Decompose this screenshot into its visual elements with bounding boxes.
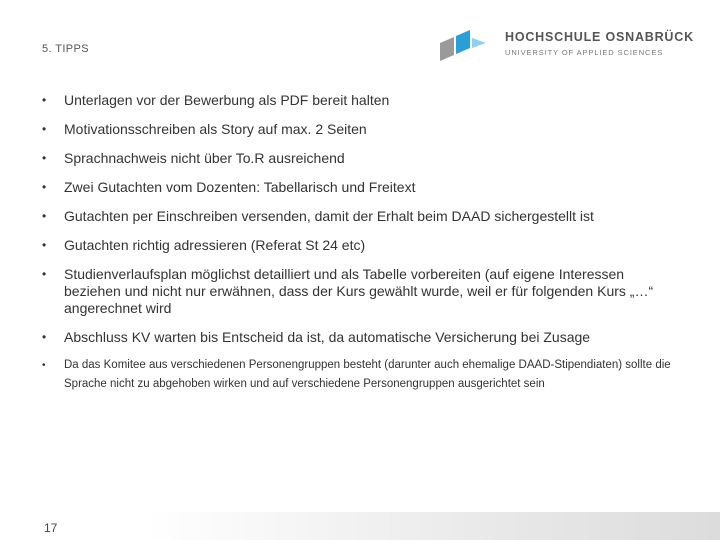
list-item xyxy=(42,266,682,317)
bullet-icon: • xyxy=(42,330,47,344)
bullet-icon: • xyxy=(42,238,47,252)
bullet-icon: • xyxy=(42,209,47,223)
list-item-text: Abschluss KV warten bis Entscheid da ist, da automatische Versicherung bei Zusage xyxy=(64,329,591,345)
bullet-icon: • xyxy=(42,180,47,194)
list-item xyxy=(42,121,682,138)
list-item xyxy=(42,150,682,167)
university-subtitle: UNIVERSITY OF APPLIED SCIENCES xyxy=(505,48,664,57)
bullet-icon: • xyxy=(42,151,47,165)
section-title: 5. TIPPS xyxy=(42,43,90,55)
tips-list xyxy=(42,92,682,406)
bullet-icon: • xyxy=(42,360,46,371)
list-item xyxy=(42,237,682,254)
list-item-text: Gutachten richtig adressieren (Referat St 24 etc) xyxy=(64,237,366,253)
list-item xyxy=(42,208,682,225)
university-logo xyxy=(440,26,694,66)
bullet-icon: • xyxy=(42,267,47,281)
list-item-text: Motivationsschreiben als Story auf max. 2 Seiten xyxy=(64,121,367,137)
bullet-icon: • xyxy=(42,122,47,136)
page-number: 17 xyxy=(44,521,58,535)
university-name: HOCHSCHULE OSNABRÜCK xyxy=(505,30,694,44)
bullet-icon: • xyxy=(42,93,47,107)
list-item-text: Zwei Gutachten vom Dozenten: Tabellarisch und Freitext xyxy=(64,179,416,195)
university-logo-icon xyxy=(440,29,494,63)
list-item-text: Studienverlaufsplan möglichst detailliert und als Tabelle vorbereiten (auf eigene Interessen beziehen und nicht nur erwähnen, dass der Kurs gewählt wurde, weil er für folgenden Kurs „…“ angerechnet wird xyxy=(64,266,654,316)
list-item-text: Sprachnachweis nicht über To.R ausreichend xyxy=(64,150,345,166)
list-item-text: Unterlagen vor der Bewerbung als PDF bereit halten xyxy=(64,92,390,108)
list-item-text: Gutachten per Einschreiben versenden, damit der Erhalt beim DAAD sichergestellt ist xyxy=(64,208,594,224)
list-item-text: Da das Komitee aus verschiedenen Personengruppen besteht (darunter auch ehemalige DAAD-Stipendiaten) sollte die Sprache nicht zu abgehoben wirken und auf verschiedene Personengruppen ausgerichtet sein xyxy=(64,359,671,390)
footer-bar xyxy=(0,512,720,540)
list-item xyxy=(42,356,682,394)
list-item xyxy=(42,179,682,196)
list-item xyxy=(42,329,682,346)
list-item xyxy=(42,92,682,109)
